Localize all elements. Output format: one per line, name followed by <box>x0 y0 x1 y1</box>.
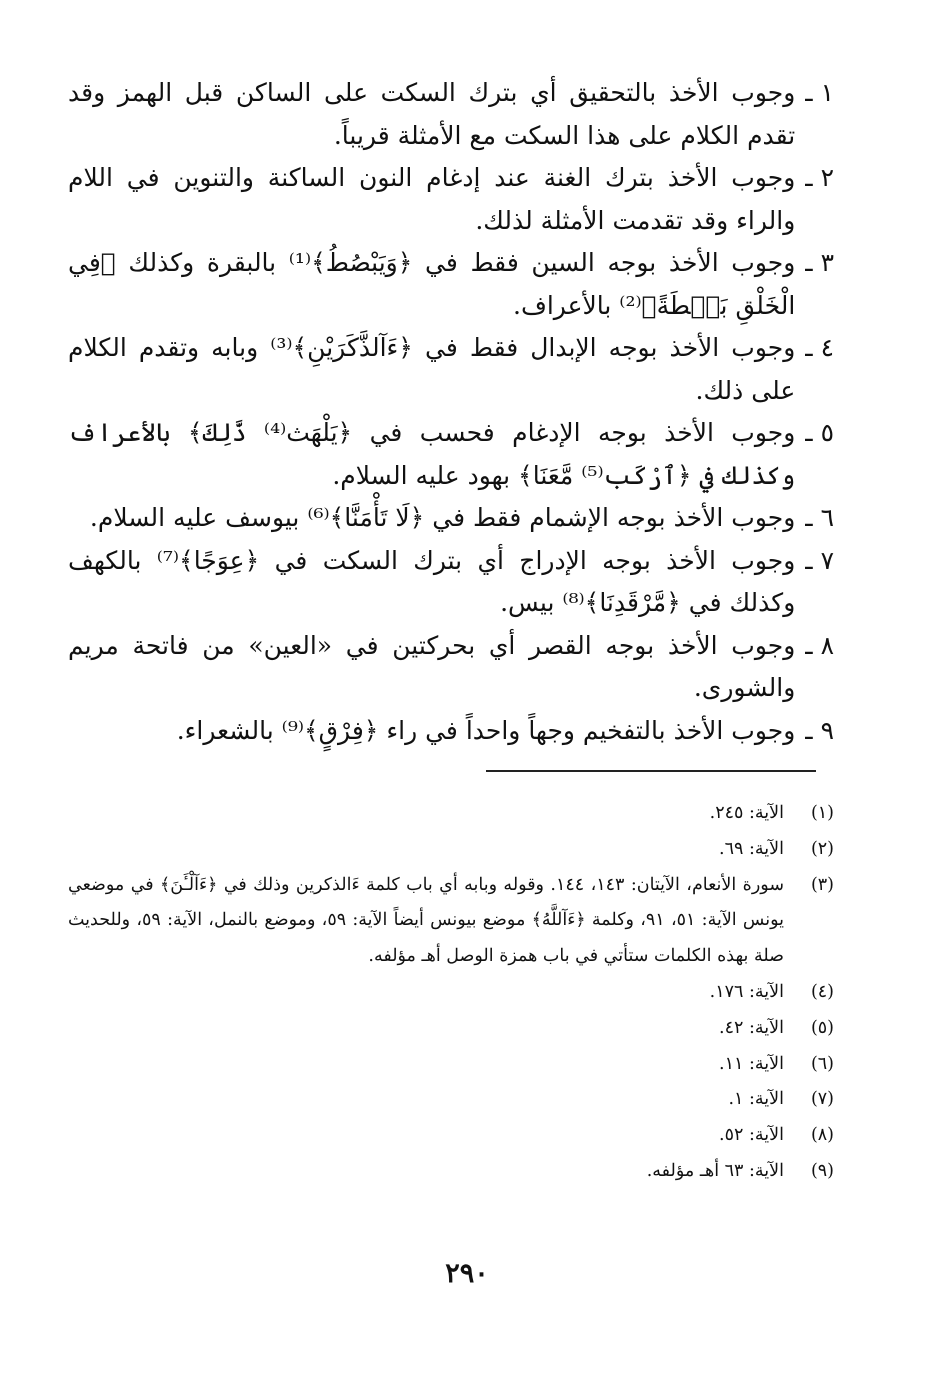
footnote-text: الآية: ١. <box>728 1089 784 1110</box>
footnote <box>68 1154 834 1190</box>
item-number: ٧ ـ <box>805 545 834 575</box>
list-item <box>68 327 834 412</box>
item-number: ٦ ـ <box>805 503 834 532</box>
footnote <box>68 1118 834 1154</box>
footnote <box>68 868 834 975</box>
item-text: وجوب الأخذ بوجه الإبدال فقط في ﴿ءَآلذَّكَرَيْنِ﴾⁽³⁾ وبابه وتقدم الكلام على ذلك. <box>68 333 796 405</box>
item-number: ٥ ـ <box>805 418 834 447</box>
item-number: ٣ ـ <box>805 248 834 277</box>
footnote-text: سورة الأنعام، الآيتان: ١٤٣، ١٤٤. وقوله وبابه أي باب كلمة ءَالذكرين وذلك في ﴿ءَآلْـَٔنَ﴾ في موضعي يونس الآية: ٥١، ٩١، وكلمة ﴿ءَآللَّهُ﴾ موضع بيونس أيضاً الآية: ٥٩، وموضع بالنمل، الآية: ٥٩، وللحديث صلة بهذه الكلمات ستأتي في باب همزة الوصل أهـ مؤلفه. <box>68 874 784 967</box>
item-number: ٩ ـ <box>805 715 834 745</box>
footnote-number: (٥) <box>810 1017 834 1038</box>
footnote-text: الآية: ٦٣ أهـ مؤلفه. <box>646 1160 784 1181</box>
footnote-text: الآية: ١٧٦. <box>709 981 784 1002</box>
item-text: وجوب الأخذ بوجه الإشمام فقط في ﴿لَا تَأْمَنَّا﴾⁽⁶⁾ بيوسف عليه السلام. <box>89 503 796 532</box>
footnote-text: الآية: ٢٤٥. <box>709 803 784 823</box>
item-number: ١ ـ <box>805 78 834 107</box>
list-item <box>68 540 834 625</box>
footnote-number: (٨) <box>810 1125 834 1146</box>
item-text: وجوب الأخذ بالتحقيق أي بترك السكت على الساكن قبل الهمز وقد تقدم الكلام على هذا السكت مع الأمثلة قريباً. <box>68 78 796 150</box>
footnote-text: الآية: ٥٢. <box>719 1125 784 1146</box>
item-text: وجوب الأخذ بوجه السين فقط في ﴿وَيَبْصُطُ﴾⁽¹⁾ بالبقرة وكذلك ﴿فِي الْخَلْقِ بَصۜطَةً﴾⁽²⁾ بالأعراف. <box>68 248 796 320</box>
footnote <box>68 975 834 1011</box>
footnote-text: الآية: ٤٢. <box>719 1017 784 1038</box>
footnote-number: (٧) <box>810 1089 834 1110</box>
item-text: وجوب الأخذ بوجه الإدغام فحسب في ﴿يَلْهَث⁽⁴⁾ ذَّلِكَ﴾ بالأعراف وكذلك في ﴿ٱرْكَب⁽⁵⁾ مَّعَنَا﴾ بهود عليه السلام. <box>68 418 796 490</box>
item-text: وجوب الأخذ بوجه القصر أي بحركتين في «العين» من فاتحة مريم والشورى. <box>68 630 796 702</box>
page-number: ٢٩٠ <box>445 1258 489 1289</box>
footnotes <box>68 796 834 1190</box>
footnote-number: (٦) <box>810 1053 834 1074</box>
list-item <box>68 412 834 497</box>
item-number: ٨ ـ <box>805 630 834 660</box>
list-item <box>68 625 834 710</box>
footnote-number: (٤) <box>810 981 834 1002</box>
footnote <box>68 832 834 868</box>
footnote-number: (٩) <box>810 1160 834 1181</box>
footnote-separator <box>486 770 816 772</box>
footnote-text: الآية: ٦٩. <box>719 838 784 859</box>
footnote-number: (٣) <box>810 874 834 895</box>
item-number: ٢ ـ <box>805 163 834 192</box>
list-item <box>68 157 834 242</box>
item-text: وجوب الأخذ بترك الغنة عند إدغام النون الساكنة والتنوين في اللام والراء وقد تقدمت الأمثلة لذلك. <box>68 163 796 235</box>
list-item <box>68 710 834 753</box>
footnote-text: الآية: ١١. <box>719 1053 784 1074</box>
numbered-list <box>68 72 834 752</box>
list-item <box>68 497 834 540</box>
footnote-number: (١) <box>810 803 834 823</box>
footnote <box>68 1011 834 1047</box>
footnote <box>68 1047 834 1083</box>
footnote <box>68 1082 834 1118</box>
item-text: وجوب الأخذ بوجه الإدراج أي بترك السكت في ﴿عِوَجًا﴾⁽⁷⁾ بالكهف وكذلك في ﴿مَّرْقَدِنَا﴾⁽⁸⁾ بيس. <box>68 545 796 617</box>
footnote-number: (٢) <box>810 838 834 859</box>
list-item <box>68 242 834 327</box>
footnote <box>68 796 834 832</box>
item-number: ٤ ـ <box>805 333 834 362</box>
item-text: وجوب الأخذ بالتفخيم وجهاً واحداً في راء ﴿فِرْقٍ﴾⁽⁹⁾ بالشعراء. <box>176 715 796 745</box>
list-item <box>68 72 834 157</box>
